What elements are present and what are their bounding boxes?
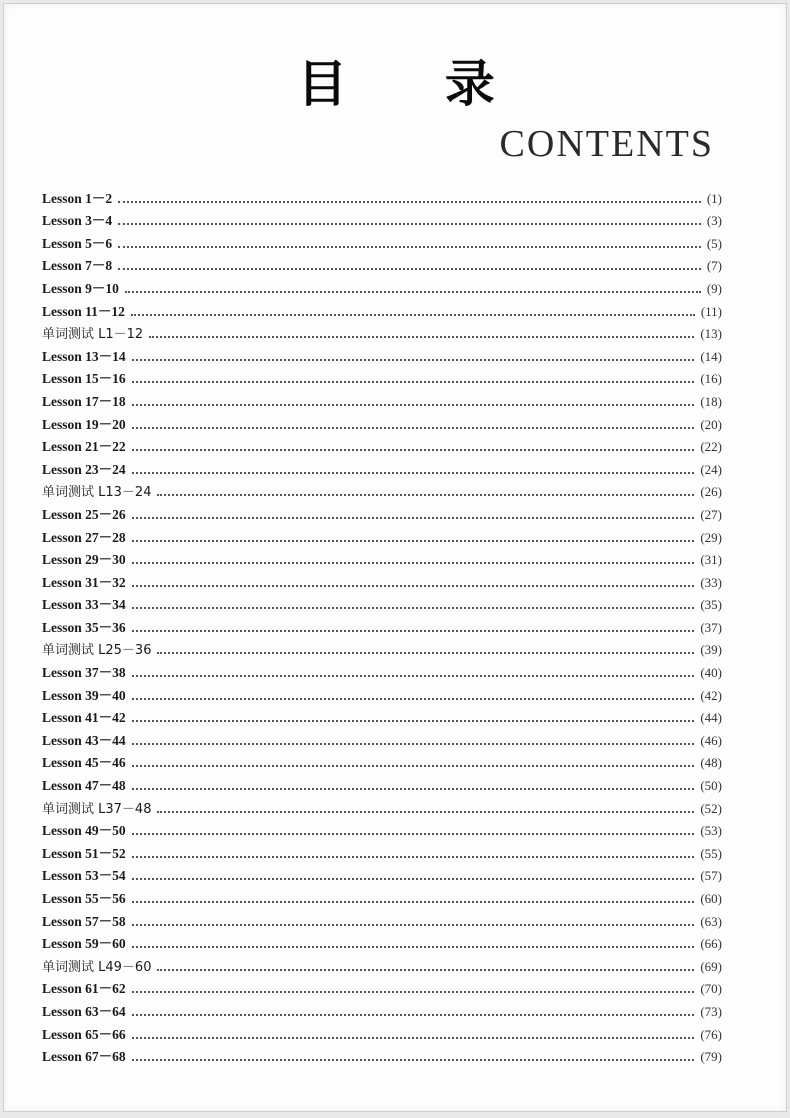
dot-leader	[132, 720, 695, 722]
dot-leader	[132, 765, 695, 767]
toc-entry-lesson[interactable]	[42, 907, 722, 930]
toc-entry-label: Lesson 53－54	[42, 868, 126, 884]
dot-leader	[132, 1014, 695, 1016]
toc-entry-label: Lesson 55－56	[42, 891, 126, 906]
toc-entry-label: Lesson 3－4	[42, 213, 113, 229]
toc-entry-label: Lesson 33－34	[42, 597, 126, 613]
dot-leader	[132, 449, 695, 451]
toc-entry-lesson[interactable]	[42, 229, 722, 252]
toc-entry-lesson[interactable]	[42, 613, 722, 636]
dot-leader	[132, 878, 695, 880]
toc-entry-label: 单词测试 L13－24	[42, 485, 152, 501]
page-title-chinese: 目 录	[297, 55, 535, 113]
dot-leader	[132, 607, 695, 609]
toc-entry-label: Lesson 35－36	[42, 619, 126, 635]
dot-leader	[125, 291, 701, 293]
toc-entry-page-number: (29)	[700, 529, 722, 545]
toc-entry-page-number: (76)	[700, 1026, 722, 1042]
toc-entry-label: Lesson 21－22	[42, 439, 126, 455]
toc-entry-lesson[interactable]	[42, 365, 722, 388]
dot-leader	[132, 1037, 695, 1039]
dot-leader	[132, 359, 695, 361]
dot-leader	[131, 314, 695, 316]
contents-page	[3, 3, 787, 1112]
toc-entry-lesson[interactable]	[42, 568, 722, 591]
dot-leader	[132, 924, 695, 926]
toc-entry-page-number: (46)	[700, 732, 722, 748]
toc-entry-page-number: (66)	[700, 936, 722, 952]
dot-leader	[132, 675, 695, 677]
toc-entry-lesson[interactable]	[42, 342, 722, 365]
dot-leader	[132, 698, 695, 700]
toc-entry-lesson[interactable]	[42, 500, 722, 523]
toc-entry-label: Lesson 13－14	[42, 348, 126, 364]
toc-entry-page-number: (13)	[700, 326, 722, 342]
dot-leader	[118, 246, 701, 248]
dot-leader	[132, 788, 695, 790]
toc-entry-vocabulary-test[interactable]	[42, 794, 722, 817]
dot-leader	[132, 517, 695, 519]
toc-entry-lesson[interactable]	[42, 207, 722, 230]
toc-entry-lesson[interactable]	[42, 771, 722, 794]
page-title-english: CONTENTS	[499, 123, 714, 165]
toc-entry-vocabulary-test[interactable]	[42, 952, 722, 975]
toc-entry-lesson[interactable]	[42, 749, 722, 772]
toc-entry-label: 单词测试 L49－60	[42, 959, 152, 975]
toc-entry-page-number: (16)	[700, 371, 722, 387]
toc-entry-lesson[interactable]	[42, 704, 722, 727]
toc-entry-lesson[interactable]	[42, 839, 722, 862]
toc-entry-page-number: (69)	[700, 958, 722, 974]
dot-leader	[157, 494, 694, 496]
toc-entry-lesson[interactable]	[42, 1043, 722, 1066]
toc-entry-lesson[interactable]	[42, 252, 722, 275]
toc-entry-page-number: (37)	[700, 619, 722, 635]
toc-entry-label: Lesson 51－52	[42, 845, 126, 861]
toc-entry-lesson[interactable]	[42, 1020, 722, 1043]
toc-entry-label: Lesson 65－66	[42, 1026, 126, 1042]
toc-entry-page-number: (40)	[700, 665, 722, 681]
toc-entry-lesson[interactable]	[42, 862, 722, 885]
toc-entry-label: Lesson 19－20	[42, 416, 126, 432]
toc-entry-page-number: (79)	[700, 1049, 722, 1065]
toc-entry-lesson[interactable]	[42, 433, 722, 456]
toc-entry-lesson[interactable]	[42, 658, 722, 681]
toc-entry-page-number: (73)	[700, 1003, 722, 1019]
toc-entry-page-number: (26)	[700, 484, 722, 500]
toc-entry-lesson[interactable]	[42, 884, 722, 907]
toc-entry-lesson[interactable]	[42, 184, 722, 207]
toc-entry-lesson[interactable]	[42, 297, 722, 320]
toc-entry-lesson[interactable]	[42, 591, 722, 614]
toc-entry-lesson[interactable]	[42, 817, 722, 840]
toc-entry-page-number: (35)	[700, 597, 722, 613]
toc-entry-page-number: (22)	[700, 439, 722, 455]
dot-leader	[157, 969, 694, 971]
dot-leader	[118, 268, 701, 270]
toc-entry-page-number: (20)	[700, 416, 722, 432]
table-of-contents	[42, 184, 722, 1065]
dot-leader	[132, 562, 695, 564]
toc-entry-page-number: (60)	[700, 891, 722, 906]
toc-entry-page-number: (42)	[700, 687, 722, 703]
toc-entry-page-number: (9)	[706, 280, 722, 296]
dot-leader	[132, 946, 695, 948]
toc-entry-lesson[interactable]	[42, 455, 722, 478]
dot-leader	[132, 856, 695, 858]
dot-leader	[132, 585, 695, 587]
toc-entry-lesson[interactable]	[42, 997, 722, 1020]
toc-entry-label: Lesson 31－32	[42, 574, 126, 590]
dot-leader	[132, 427, 695, 429]
toc-entry-page-number: (50)	[700, 778, 722, 794]
toc-entry-label: 单词测试 L1－12	[42, 327, 144, 343]
toc-entry-label: Lesson 67－68	[42, 1049, 126, 1065]
toc-entry-lesson[interactable]	[42, 523, 722, 546]
dot-leader	[118, 201, 701, 203]
toc-entry-page-number: (1)	[706, 190, 722, 206]
toc-entry-page-number: (18)	[700, 393, 722, 409]
dot-leader	[132, 901, 695, 903]
toc-entry-label: Lesson 25－26	[42, 506, 126, 522]
toc-entry-label: Lesson 57－58	[42, 913, 126, 929]
toc-entry-label: 单词测试 L37－48	[42, 801, 152, 817]
toc-entry-label: Lesson 45－46	[42, 755, 126, 771]
toc-entry-page-number: (48)	[700, 755, 722, 771]
toc-entry-page-number: (39)	[700, 642, 722, 658]
dot-leader	[132, 630, 695, 632]
dot-leader	[118, 223, 701, 225]
toc-entry-lesson[interactable]	[42, 930, 722, 953]
toc-entry-page-number: (27)	[700, 506, 722, 522]
dot-leader	[149, 336, 694, 338]
dot-leader	[132, 743, 695, 745]
toc-entry-page-number: (31)	[700, 552, 722, 568]
dot-leader	[132, 991, 695, 993]
toc-entry-label: Lesson 37－38	[42, 665, 126, 681]
toc-entry-page-number: (70)	[700, 981, 722, 997]
toc-entry-label: Lesson 11－12	[42, 303, 125, 319]
toc-entry-page-number: (57)	[700, 868, 722, 884]
toc-entry-label: Lesson 1－2	[42, 190, 113, 206]
toc-entry-page-number: (14)	[700, 348, 722, 364]
toc-entry-lesson[interactable]	[42, 410, 722, 433]
toc-entry-label: Lesson 43－44	[42, 732, 126, 748]
dot-leader	[132, 833, 695, 835]
toc-entry-page-number: (52)	[700, 800, 722, 816]
toc-entry-lesson[interactable]	[42, 726, 722, 749]
toc-entry-page-number: (3)	[706, 213, 722, 229]
toc-entry-page-number: (7)	[706, 258, 722, 274]
toc-entry-page-number: (63)	[700, 913, 722, 929]
dot-leader	[132, 404, 695, 406]
toc-entry-label: Lesson 17－18	[42, 393, 126, 409]
toc-entry-label: Lesson 47－48	[42, 778, 126, 794]
toc-entry-label: Lesson 29－30	[42, 552, 126, 568]
toc-entry-lesson[interactable]	[42, 681, 722, 704]
toc-entry-vocabulary-test[interactable]	[42, 478, 722, 501]
toc-entry-lesson[interactable]	[42, 387, 722, 410]
toc-entry-label: Lesson 41－42	[42, 710, 126, 726]
toc-entry-page-number: (24)	[700, 461, 722, 477]
dot-leader	[157, 811, 694, 813]
toc-entry-page-number: (44)	[700, 710, 722, 726]
toc-entry-page-number: (33)	[700, 574, 722, 590]
toc-entry-label: Lesson 27－28	[42, 529, 126, 545]
toc-entry-label: Lesson 7－8	[42, 258, 113, 274]
dot-leader	[132, 540, 695, 542]
toc-entry-page-number: (53)	[700, 823, 722, 839]
toc-entry-vocabulary-test[interactable]	[42, 636, 722, 659]
toc-entry-label: Lesson 49－50	[42, 823, 126, 839]
toc-entry-label: Lesson 61－62	[42, 981, 126, 997]
toc-entry-lesson[interactable]	[42, 274, 722, 297]
toc-entry-label: Lesson 63－64	[42, 1003, 126, 1019]
toc-entry-label: Lesson 39－40	[42, 687, 126, 703]
dot-leader	[132, 381, 695, 383]
toc-entry-label: Lesson 9－10	[42, 280, 119, 296]
toc-entry-lesson[interactable]	[42, 546, 722, 569]
toc-entry-vocabulary-test[interactable]	[42, 320, 722, 343]
toc-entry-label: Lesson 15－16	[42, 371, 126, 387]
toc-entry-lesson[interactable]	[42, 975, 722, 998]
toc-entry-page-number: (5)	[706, 235, 722, 251]
toc-entry-label: 单词测试 L25－36	[42, 643, 152, 659]
dot-leader	[132, 1059, 695, 1061]
toc-entry-page-number: (11)	[700, 303, 722, 319]
toc-entry-label: Lesson 23－24	[42, 461, 126, 477]
toc-entry-page-number: (55)	[700, 845, 722, 861]
dot-leader	[157, 652, 694, 654]
toc-entry-label: Lesson 5－6	[42, 235, 113, 251]
dot-leader	[132, 472, 695, 474]
toc-entry-label: Lesson 59－60	[42, 936, 126, 952]
